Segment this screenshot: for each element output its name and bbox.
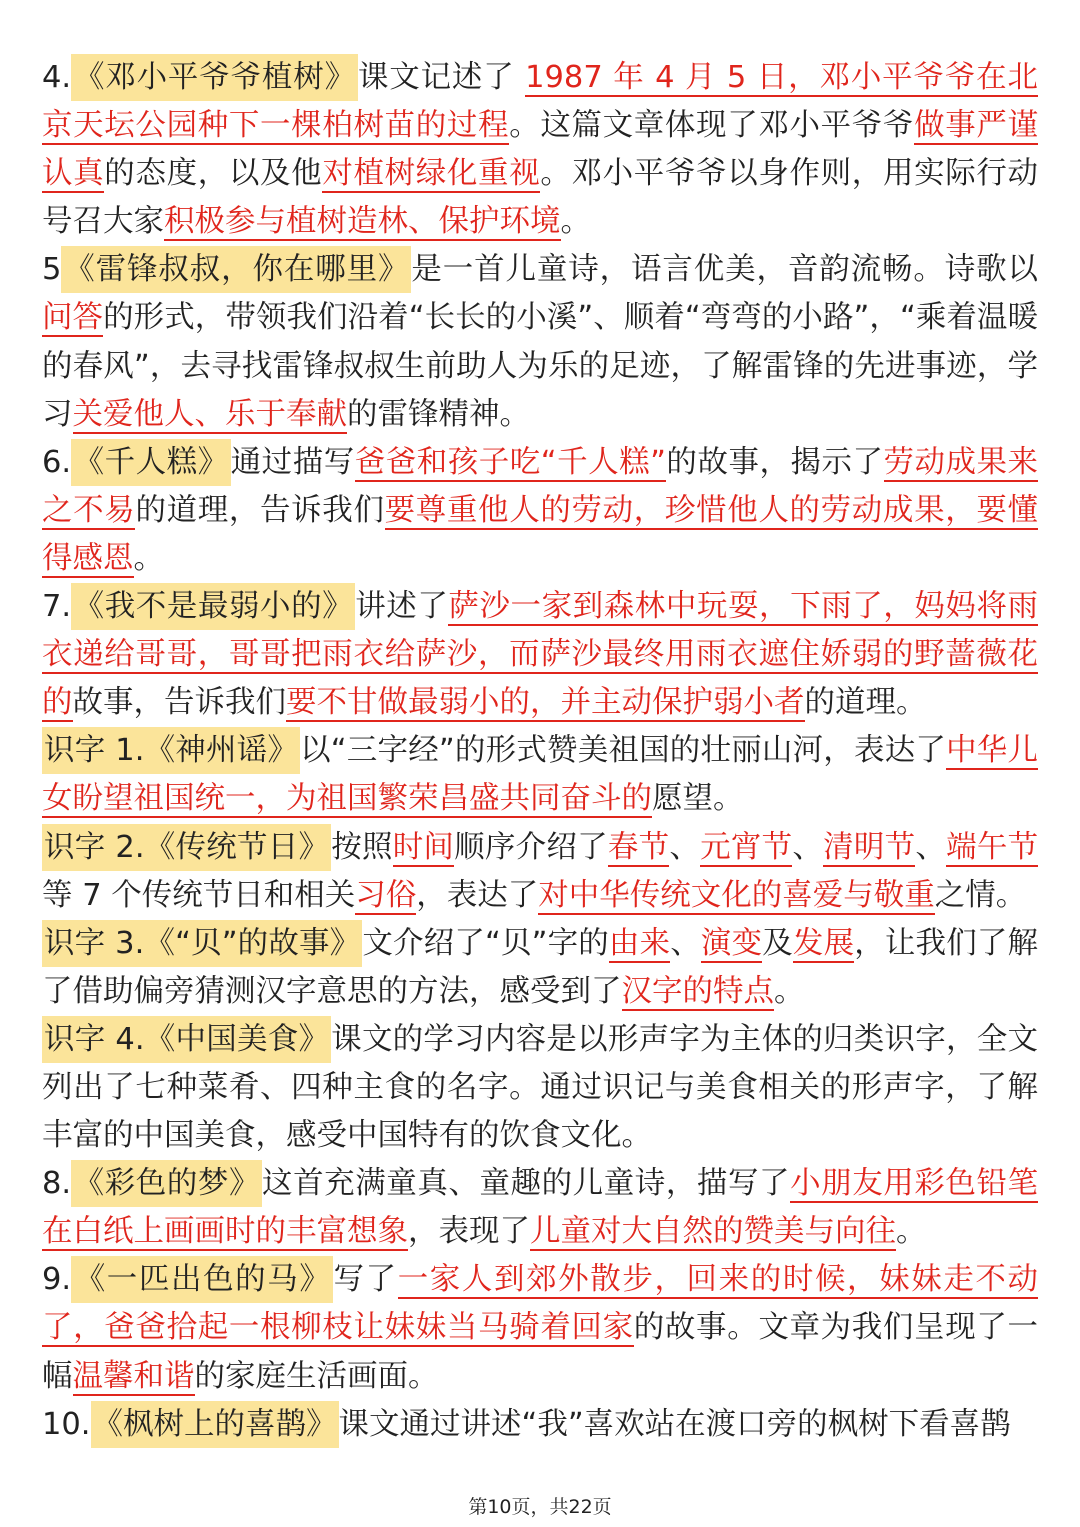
paragraph-p4 bbox=[42, 54, 1038, 246]
body-text: 按照 bbox=[331, 829, 393, 865]
paragraph-s3 bbox=[42, 920, 1038, 1016]
underlined-keypoint: 做事严谨认真 bbox=[42, 108, 1039, 192]
body-text: 课文记述了 bbox=[357, 60, 526, 95]
body-text: 10. bbox=[42, 1406, 91, 1442]
paragraph-s1 bbox=[42, 727, 1038, 823]
body-text: 之情。 bbox=[934, 877, 1027, 913]
underlined-keypoint: 清明节 bbox=[823, 829, 916, 865]
underlined-keypoint: 小朋友用彩色铅笔在白纸上画画时的丰富想象 bbox=[42, 1166, 1039, 1250]
highlighted-title: 《一匹出色的马》 bbox=[71, 1256, 333, 1303]
underlined-keypoint: 萨沙一家到森林中玩耍，下雨了，妈妈将雨衣递给哥哥，哥哥把雨衣给萨沙，而萨沙最终用雨衣遮住娇弱的野蔷薇花的 bbox=[42, 589, 1039, 721]
paragraph-p6 bbox=[42, 439, 1038, 583]
underlined-keypoint: 时间 bbox=[392, 829, 455, 865]
body-text: 顺序介绍了 bbox=[454, 829, 608, 865]
body-text: 。这篇文章体现了邓小平爷爷 bbox=[509, 108, 915, 144]
body-text: 这首充满童真、童趣的儿童诗，描写了 bbox=[262, 1166, 791, 1202]
body-text: 6. bbox=[42, 444, 72, 480]
highlighted-title: 识字 3.《“贝”的故事》 bbox=[42, 920, 362, 967]
paragraph-p7 bbox=[42, 583, 1038, 727]
body-text: 4. bbox=[42, 60, 72, 95]
body-text: 的故事。文章为我们呈现了一幅 bbox=[42, 1310, 1039, 1394]
body-text: 9. bbox=[42, 1262, 72, 1298]
page-number: 第10页，共22页 bbox=[468, 1496, 612, 1518]
underlined-keypoint: 积极参与植树造林、保护环境 bbox=[164, 204, 561, 240]
underlined-keypoint: 中华儿女盼望祖国统一，为祖国繁荣昌盛共同奋斗的 bbox=[42, 733, 1038, 817]
body-text: 通过描写 bbox=[230, 444, 355, 480]
underlined-keypoint: 对植树绿化重视 bbox=[322, 156, 541, 192]
highlighted-title: 《邓小平爷爷植树》 bbox=[71, 54, 358, 101]
underlined-keypoint: 由来 bbox=[608, 925, 671, 961]
underlined-keypoint: 发展 bbox=[792, 925, 855, 961]
body-text: 。邓小平爷爷以身作则，用实际行动号召大家 bbox=[42, 156, 1039, 240]
body-text: 故事，告诉我们 bbox=[72, 685, 286, 721]
body-text: 的道理。 bbox=[804, 685, 927, 721]
underlined-keypoint: 端午节 bbox=[946, 829, 1039, 865]
body-text: 的道理，告诉我们 bbox=[135, 492, 385, 528]
underlined-keypoint: 要尊重他人的劳动，珍惜他人的劳动成果，要懂得感恩 bbox=[42, 492, 1039, 576]
body-text: 写了 bbox=[333, 1262, 398, 1298]
body-text: 7. bbox=[42, 589, 72, 625]
highlighted-title: 识字 2.《传统节日》 bbox=[42, 824, 331, 871]
underlined-keypoint: 对中华传统文化的喜爱与敬重 bbox=[538, 877, 935, 913]
body-text: 。 bbox=[774, 973, 805, 1009]
paragraph-p9 bbox=[42, 1256, 1038, 1400]
body-text: 、 bbox=[669, 829, 701, 865]
underlined-keypoint: 关爱他人、乐于奉献 bbox=[72, 396, 347, 432]
body-text: 、 bbox=[792, 829, 824, 865]
highlighted-title: 识字 4.《中国美食》 bbox=[42, 1016, 331, 1063]
document-body bbox=[42, 54, 1038, 1449]
body-text: ，表现了 bbox=[408, 1214, 530, 1250]
highlighted-title: 《枫树上的喜鹊》 bbox=[91, 1401, 339, 1448]
underlined-keypoint: 演变 bbox=[700, 925, 763, 961]
body-text: 。 bbox=[896, 1214, 927, 1250]
body-text: 是一首儿童诗，语言优美，音韵流畅。诗歌以 bbox=[411, 252, 1039, 288]
body-text: 课文通过讲述“我”喜欢站在渡口旁的枫树下看喜鹊 bbox=[338, 1406, 1011, 1442]
body-text: 等 7 个传统节日和相关 bbox=[42, 877, 356, 913]
body-text: ，让我们了解了借助偏旁猜测汉字意思的方法，感受到了 bbox=[42, 925, 1039, 1009]
body-text: 的故事，揭示了 bbox=[665, 444, 884, 480]
highlighted-title: 识字 1.《神州谣》 bbox=[42, 727, 300, 774]
body-text: 及 bbox=[762, 925, 793, 961]
underlined-keypoint: 儿童对大自然的赞美与向往 bbox=[530, 1214, 896, 1250]
body-text: 8. bbox=[42, 1166, 72, 1202]
highlighted-title: 《千人糕》 bbox=[71, 439, 231, 486]
body-text: 、 bbox=[670, 925, 701, 961]
underlined-keypoint: 问答 bbox=[42, 300, 104, 336]
paragraph-p10 bbox=[42, 1401, 1038, 1449]
body-text: 的雷锋精神。 bbox=[347, 396, 530, 432]
underlined-keypoint: 要不甘做最弱小的，并主动保护弱小者 bbox=[286, 685, 805, 721]
underlined-keypoint: 劳动成果来之不易 bbox=[42, 444, 1039, 528]
underlined-keypoint: 爸爸和孩子吃“千人糕” bbox=[354, 444, 666, 480]
paragraph-s4 bbox=[42, 1016, 1038, 1160]
paragraph-p5 bbox=[42, 246, 1038, 438]
highlighted-title: 《彩色的梦》 bbox=[71, 1160, 262, 1207]
underlined-keypoint: 温馨和谐 bbox=[72, 1358, 195, 1394]
body-text: 、 bbox=[915, 829, 947, 865]
body-text: 以“三字经”的形式赞美祖国的壮丽山河，表达了 bbox=[300, 733, 947, 769]
body-text: 的形式，带领我们沿着“长长的小溪”、顺着“弯弯的小路”，“乘着温暖的春风”，去寻找雷锋叔叔生前助人为乐的足迹，了解雷锋的先进事迹，学习 bbox=[42, 300, 1038, 432]
body-text: ，表达了 bbox=[416, 877, 539, 913]
body-text: 愿望。 bbox=[652, 781, 744, 817]
highlighted-title: 《雷锋叔叔，你在哪里》 bbox=[61, 246, 411, 293]
paragraph-s2 bbox=[42, 824, 1038, 920]
underlined-keypoint: 春节 bbox=[607, 829, 670, 865]
body-text: 。 bbox=[133, 540, 164, 576]
underlined-keypoint: 习俗 bbox=[355, 877, 417, 913]
body-text: 文介绍了“贝”字的 bbox=[362, 925, 609, 961]
body-text: 的态度，以及他 bbox=[104, 156, 323, 192]
body-text: 课文的学习内容是以形声字为主体的归类识字，全文列出了七种菜肴、四种主食的名字。通过识记与美食相关的形声字，了解丰富的中国美食，感受中国特有的饮食文化。 bbox=[42, 1021, 1038, 1154]
highlighted-title: 《我不是最弱小的》 bbox=[71, 583, 355, 630]
body-text: 5 bbox=[42, 252, 62, 288]
underlined-keypoint: 1987 年 4 月 5 日，邓小平爷爷在北京天坛公园种下一棵柏树苗的过程 bbox=[42, 60, 1039, 144]
body-text: 的家庭生活画面。 bbox=[194, 1358, 439, 1394]
body-text: 讲述了 bbox=[355, 589, 449, 625]
underlined-keypoint: 汉字的特点 bbox=[621, 973, 774, 1009]
paragraph-p8 bbox=[42, 1160, 1038, 1256]
underlined-keypoint: 一家人到郊外散步，回来的时候，妹妹走不动了，爸爸拾起一根柳枝让妹妹当马骑着回家 bbox=[42, 1262, 1039, 1346]
underlined-keypoint: 元宵节 bbox=[700, 829, 793, 865]
body-text: 。 bbox=[560, 204, 591, 240]
